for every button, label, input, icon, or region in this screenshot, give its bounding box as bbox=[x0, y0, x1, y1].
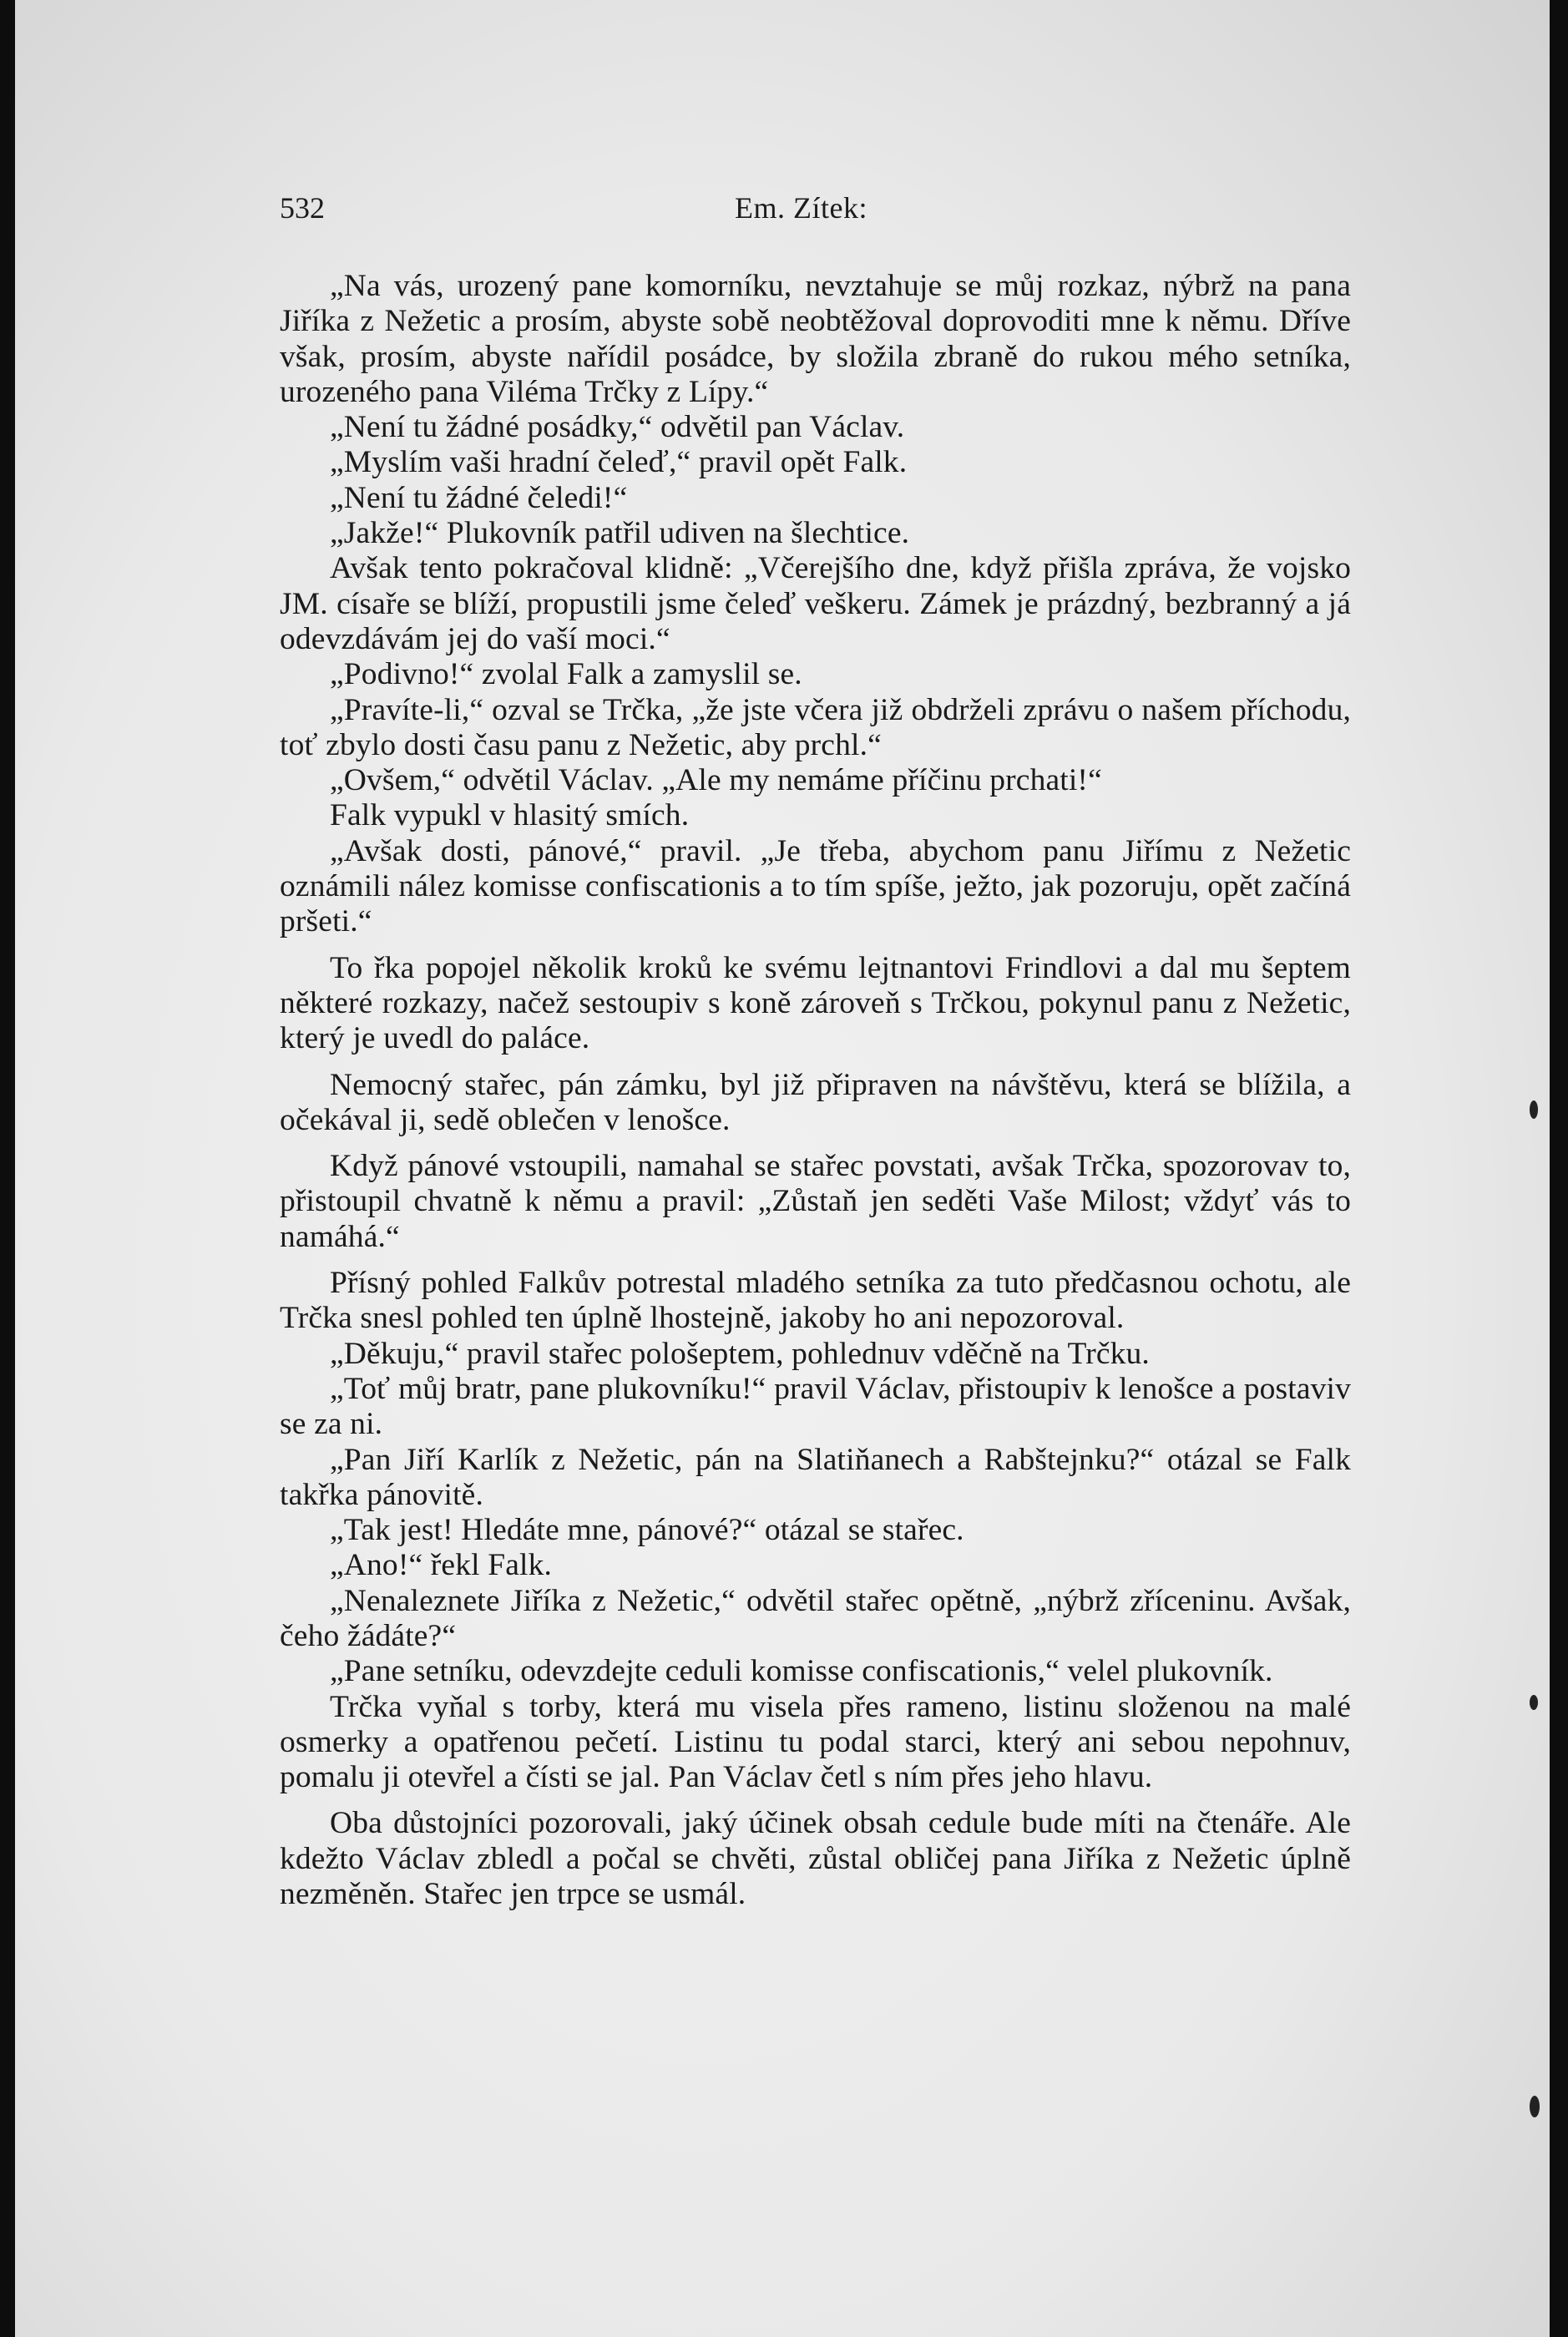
paragraph: „Jakže!“ Plukovník patřil udiven na šlechtice. bbox=[330, 516, 910, 551]
paragraph: „Na vás, urozený pane komorníku, nevztahuje se můj rozkaz, nýbrž na pana Jiříka z Nežetic a prosím, abyste sobě neobtěžoval doprovoditi mne k němu. Dříve však, prosím, abyste nařídil posádce, by složila zbraně do rukou mého setníka, urozeného pana Viléma Trčky z Lípy.“ bbox=[280, 269, 1351, 409]
book-page bbox=[15, 0, 1550, 2337]
paragraph: „Ano!“ řekl Falk. bbox=[330, 1548, 553, 1583]
paragraph: „Ovšem,“ odvětil Václav. „Ale my nemáme příčinu prchati!“ bbox=[330, 763, 1102, 798]
paragraph: „Není tu žádné čeledi!“ bbox=[330, 480, 628, 515]
paragraph: „Nenaleznete Jiříka z Nežetic,“ odvětil stařec opětně, „nýbrž zříceninu. Avšak, čeho žádáte?“ bbox=[280, 1583, 1351, 1653]
paragraph: „Podivno!“ zvolal Falk a zamyslil se. bbox=[330, 657, 802, 692]
paragraph: „Pane setníku, odevzdejte ceduli komisse confiscationis,“ velel plukovník. bbox=[330, 1654, 1273, 1689]
paragraph: „Toť můj bratr, pane plukovníku!“ pravil Václav, přistoupiv k lenošce a postaviv se za ni. bbox=[280, 1371, 1351, 1442]
paragraph: Falk vypukl v hlasitý smích. bbox=[330, 798, 690, 833]
paragraph: „Není tu žádné posádky,“ odvětil pan Václav. bbox=[330, 410, 905, 445]
paragraph: Nemocný stařec, pán zámku, byl již připraven na návštěvu, která se blížila, a očekával ji, sedě oblečen v lenošce. bbox=[280, 1067, 1351, 1137]
paragraph: Oba důstojníci pozorovali, jaký účinek obsah cedule bude míti na čtenáře. Ale kdežto Václav zbledl a počal se chvěti, zůstal obličej pana Jiříka z Nežetic úplně nezměněn. Stařec jen trpce se usmál. bbox=[280, 1806, 1351, 1912]
paragraph: „Avšak dosti, pánové,“ pravil. „Je třeba, abychom panu Jiřímu z Nežetic oznámili nález komisse confiscationis a to tím spíše, ježto, jak pozoruju, opět začíná pršeti.“ bbox=[280, 833, 1351, 939]
paragraph: Přísný pohled Falkův potrestal mladého setníka za tuto předčasnou ochotu, ale Trčka snesl pohled ten úplně lhostejně, jakoby ho ani nepozoroval. bbox=[280, 1266, 1351, 1336]
page-number: 532 bbox=[280, 191, 325, 225]
paragraph: „Myslím vaši hradní čeleď,“ pravil opět Falk. bbox=[330, 445, 908, 480]
paragraph: „Pan Jiří Karlík z Nežetic, pán na Slatiňanech a Rabštejnku?“ otázal se Falk takřka pánovitě. bbox=[280, 1442, 1351, 1512]
paragraph: Když pánové vstoupili, namahal se stařec povstati, avšak Trčka, spozorovav to, přistoupil chvatně k němu a pravil: „Zůstaň jen seděti Vaše Milost; vždyť vás to namáhá.“ bbox=[280, 1149, 1351, 1254]
paragraph: „Tak jest! Hledáte mne, pánové?“ otázal se stařec. bbox=[330, 1513, 964, 1548]
paragraph: „Pravíte-li,“ ozval se Trčka, „že jste včera již obdrželi zprávu o našem příchodu, toť zbylo dosti času panu z Nežetic, aby prchl.“ bbox=[280, 692, 1351, 762]
paragraph: To řka popojel několik kroků ke svému lejtnantovi Frindlovi a dal mu šeptem některé rozkazy, načež sestoupiv s koně zároveň s Trčkou, pokynul panu z Nežetic, který je uvedl do paláce. bbox=[280, 950, 1351, 1056]
body-text bbox=[280, 269, 1351, 1912]
paragraph: Avšak tento pokračoval klidně: „Včerejšího dne, když přišla zpráva, že vojsko JM. císaře se blíží, propustili jsme čeleď veškeru. Zámek je prázdný, bezbranný a já odevzdávám jej do vaší moci.“ bbox=[280, 551, 1351, 656]
running-title: Em. Zítek: bbox=[735, 191, 867, 225]
margin-ink-mark bbox=[1530, 2096, 1540, 2117]
paragraph: Trčka vyňal s torby, která mu visela přes rameno, listinu složenou na malé osmerky a opatřenou pečetí. Listinu tu podal starci, který ani sebou nepohnuv, pomalu ji otevřel a čísti se jal. Pan Václav četl s ním přes jeho hlavu. bbox=[280, 1689, 1351, 1795]
margin-ink-mark bbox=[1530, 1695, 1538, 1710]
margin-ink-mark bbox=[1530, 1100, 1538, 1119]
paragraph: „Děkuju,“ pravil stařec pološeptem, pohlednuv vděčně na Trčku. bbox=[330, 1336, 1150, 1371]
